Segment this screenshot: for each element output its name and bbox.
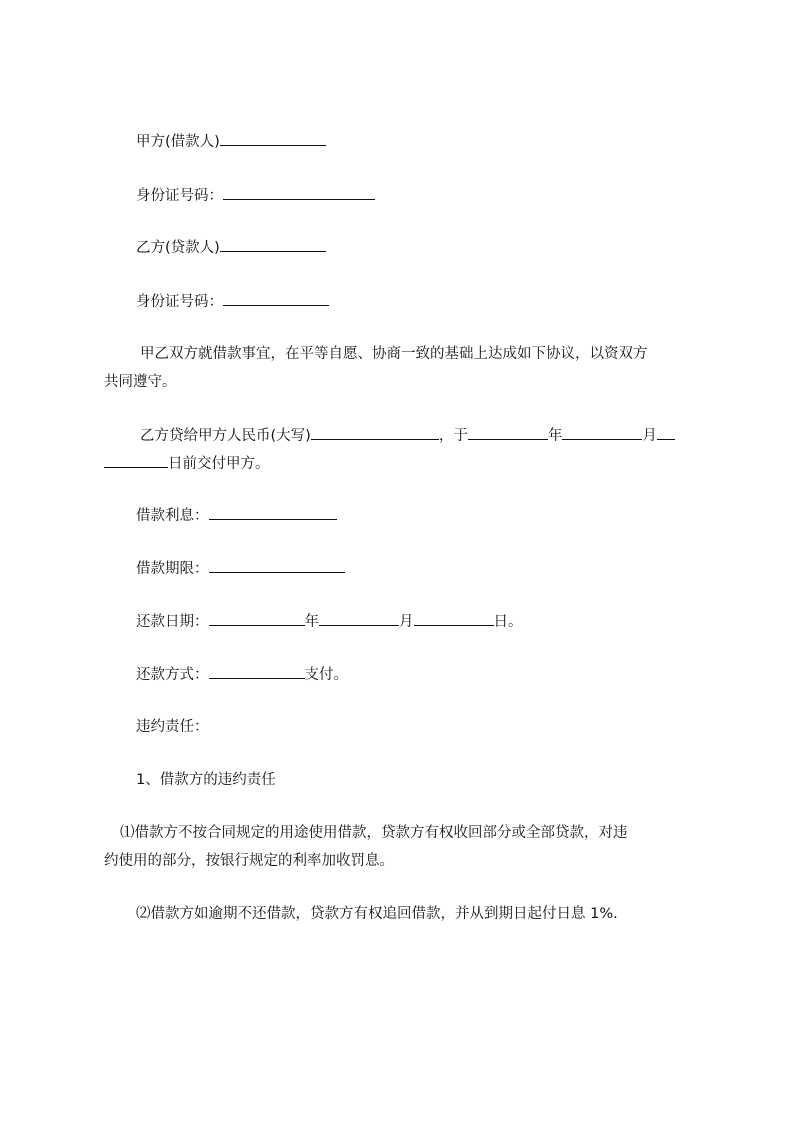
section-1-heading: 1、借款方的违约责任 <box>136 772 276 788</box>
party-b-line <box>136 237 326 258</box>
repay-year-label: 年 <box>304 614 319 630</box>
delivery-suffix: 日前交付甲方。 <box>168 456 270 472</box>
party-b-label: 乙方(贷款人) <box>136 240 220 256</box>
delivery-prefix: 乙方贷给甲方人民币(大写) <box>140 428 311 444</box>
term-line <box>136 558 345 579</box>
clause-2-line: ⑵借款方如逾期不还借款，贷款方有权追回借款，并从到期日起付日息 1%. <box>136 906 618 922</box>
liability-heading: 违约责任： <box>136 719 209 735</box>
repay-month-blank <box>319 611 399 626</box>
id-number-b-line <box>136 291 329 312</box>
amount-blank <box>311 425 439 440</box>
repay-day-blank <box>414 611 494 626</box>
interest-label: 借款利息： <box>136 508 209 524</box>
id-number-a-label: 身份证号码： <box>136 188 223 204</box>
id-number-a-blank <box>223 185 375 200</box>
repay-method-label: 还款方式： <box>136 667 209 683</box>
intro-line-2: 共同遵守。 <box>104 374 177 390</box>
delivery-year-label: 年 <box>547 428 563 444</box>
delivery-comma-yu: ，于 <box>438 428 468 444</box>
repay-year-blank <box>209 611 305 626</box>
party-a-label: 甲方(借款人) <box>136 134 220 150</box>
clause-1-line-1: ⑴借款方不按合同规定的用途使用借款，贷款方有权收回部分或全部贷款，对违 <box>120 825 628 841</box>
delivery-year-blank <box>468 425 548 440</box>
delivery-month-label: 月 <box>642 428 657 444</box>
term-label: 借款期限： <box>136 561 209 577</box>
delivery-line-2 <box>104 453 270 474</box>
term-blank <box>209 558 345 573</box>
repay-date-line <box>136 611 523 632</box>
repay-method-line <box>136 664 348 685</box>
delivery-day-blank-end <box>104 453 168 468</box>
id-number-a-line <box>136 185 375 206</box>
repay-day-label: 日。 <box>493 614 523 630</box>
interest-blank <box>209 505 337 520</box>
party-a-line <box>136 131 326 152</box>
repay-method-suffix: 支付。 <box>304 667 348 683</box>
delivery-month-blank <box>562 425 642 440</box>
party-a-blank <box>220 131 326 146</box>
repay-date-label: 还款日期： <box>136 614 209 630</box>
clause-1-line-2: 约使用的部分，按银行规定的利率加收罚息。 <box>104 853 394 869</box>
repay-method-blank <box>209 664 305 679</box>
interest-line <box>136 505 337 526</box>
delivery-day-blank-start <box>657 425 675 440</box>
repay-month-label: 月 <box>399 614 414 630</box>
id-number-b-label: 身份证号码： <box>136 294 223 310</box>
delivery-line-1 <box>140 425 675 446</box>
intro-line-1: 甲乙双方就借款事宜，在平等自愿、协商一致的基础上达成如下协议，以资双方 <box>140 346 648 362</box>
id-number-b-blank <box>223 291 329 306</box>
party-b-blank <box>220 237 326 252</box>
